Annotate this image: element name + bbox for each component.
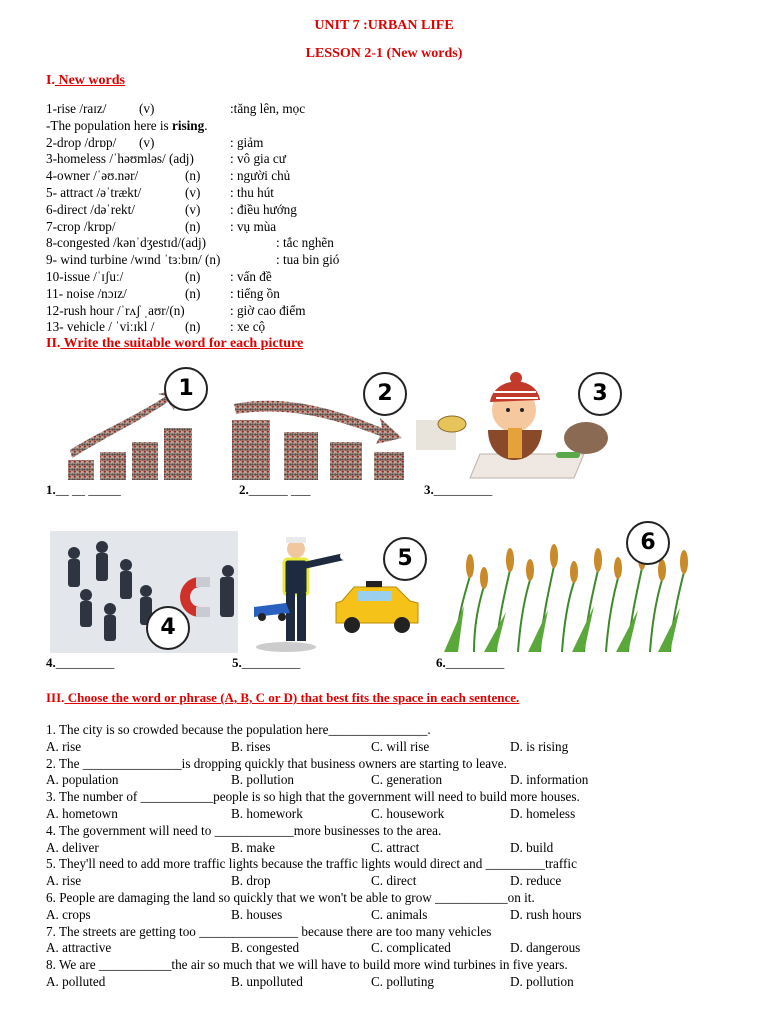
vocab-meaning: : vụ mùa: [230, 218, 277, 234]
vocab-word: 6-direct /dəˈrekt/: [46, 201, 135, 217]
option-d[interactable]: D. pollution: [510, 973, 574, 989]
blank-4-line: _________: [55, 655, 115, 670]
question: [46, 890, 580, 924]
blank-6-line: _________: [445, 655, 505, 670]
vocab-pos: (v): [185, 201, 201, 217]
blank-5-label: 5.: [232, 655, 242, 670]
option-b[interactable]: B. rises: [231, 738, 271, 754]
vocab-word: 3-homeless /ˈhəʊmləs/ (adj): [46, 151, 194, 167]
vocab-meaning: : vô gia cư: [230, 151, 286, 167]
vocab-word: 1-rise /raɪz/: [46, 101, 107, 116]
question-text: 5. They'll need to add more traffic lights because the traffic lights would direct and _________traffic: [46, 856, 577, 872]
options: [46, 840, 580, 857]
example-end: .: [204, 117, 208, 133]
option-a[interactable]: A. hometown: [46, 805, 118, 821]
vocab-meaning: : xe cộ: [230, 319, 266, 335]
options: [46, 974, 580, 991]
option-c[interactable]: C. animals: [371, 906, 428, 922]
section-3-roman: III.: [46, 690, 65, 705]
options: [46, 873, 580, 890]
option-d[interactable]: D. information: [510, 772, 589, 788]
blank-4-label: 4.: [46, 655, 56, 670]
vocab-meaning: : giảm: [230, 134, 264, 150]
option-b[interactable]: B. pollution: [231, 772, 295, 788]
option-b[interactable]: B. drop: [231, 873, 271, 889]
vocab-word: 9- wind turbine /wɪnd ˈtɜːbɪn/ (n): [46, 252, 221, 268]
vocab-pos: (n): [185, 218, 201, 234]
picture-number-4: 4: [146, 606, 190, 650]
vocab-pos: (n): [185, 319, 201, 335]
option-d[interactable]: D. reduce: [510, 873, 562, 889]
question-text: 7. The streets are getting too _______________ because there are too many vehicles: [46, 923, 492, 939]
option-a[interactable]: A. attractive: [46, 940, 112, 956]
vocab-meaning: : tiếng ồn: [230, 285, 280, 301]
vocab-word: 5- attract /əˈtrækt/: [46, 184, 142, 200]
section-2-heading: [46, 336, 303, 352]
section-3-heading: [46, 690, 519, 706]
example-text: -The population here is: [46, 117, 172, 133]
question-text: 3. The number of ___________people is so high that the government will need to build more houses.: [46, 789, 580, 805]
blank-6-label: 6.: [436, 655, 446, 670]
blank-3[interactable]: [424, 482, 492, 498]
section-1-roman: I.: [46, 73, 55, 88]
picture-attract: [50, 531, 238, 653]
section-3-title: Choose the word or phrase (A, B, C or D) that best fits the space in each sentence.: [64, 690, 520, 705]
question: [46, 924, 580, 958]
picture-number-3: 3: [578, 372, 622, 416]
question-text: 6. People are damaging the land so quickly that we won't be able to grow ___________on it.: [46, 889, 535, 905]
option-a[interactable]: A. rise: [46, 738, 82, 754]
option-b[interactable]: B. make: [231, 839, 275, 855]
option-c[interactable]: C. polluting: [371, 973, 435, 989]
blank-3-label: 3.: [424, 482, 434, 497]
blank-1-label: 1.: [46, 482, 56, 497]
vocab-meaning: : điều hướng: [230, 201, 297, 217]
option-a[interactable]: A. deliver: [46, 839, 99, 855]
vocab-meaning: : thu hút: [230, 184, 274, 200]
blank-2-label: 2.: [239, 482, 249, 497]
blank-2-line: ______ ___: [248, 482, 311, 497]
blank-6[interactable]: [436, 655, 504, 671]
vocab-word: 11- noise /nɔɪz/: [46, 285, 127, 301]
vocab-meaning: : tua bin gió: [276, 252, 340, 268]
vocab-word: 8-congested /kənˈdʒestɪd/(adj): [46, 235, 207, 251]
vocab-meaning: : tắc nghẽn: [276, 235, 334, 251]
option-d[interactable]: D. is rising: [510, 738, 569, 754]
section-1-title: New words: [54, 73, 125, 88]
option-b[interactable]: B. houses: [231, 906, 283, 922]
vocab-meaning: : vấn đề: [230, 268, 272, 284]
vocab-pos: (n): [185, 268, 201, 284]
option-c[interactable]: C. housework: [371, 805, 445, 821]
blank-5-line: _________: [241, 655, 301, 670]
blank-2[interactable]: [239, 482, 311, 498]
option-d[interactable]: D. dangerous: [510, 940, 581, 956]
option-b[interactable]: B. congested: [231, 940, 300, 956]
example-bold: rising: [171, 117, 205, 133]
unit-title: UNIT 7 :URBAN LIFE: [314, 18, 454, 33]
option-c[interactable]: C. attract: [371, 839, 420, 855]
options: [46, 940, 580, 957]
vocab-word: 10-issue /ˈɪʃuː/: [46, 268, 124, 284]
magnet-attract-illustration: [50, 531, 238, 653]
vocab-word: 7-crop /krɒp/: [46, 218, 116, 234]
options: [46, 806, 580, 823]
blank-4[interactable]: [46, 655, 114, 671]
vocab-pos: (n): [185, 285, 201, 301]
vocab-word: 12-rush hour /ˈrʌʃ ˌaʊr/(n): [46, 302, 185, 318]
vocab-pos: (n): [185, 168, 201, 184]
blank-1-line: __ __ _____: [55, 482, 121, 497]
question-text: 2. The _______________is dropping quickly that business owners are starting to leave.: [46, 755, 507, 771]
question-text: 4. The government will need to ____________more businesses to the area.: [46, 822, 442, 838]
vocab-pos: (v): [139, 101, 155, 116]
question: [46, 722, 580, 756]
option-c[interactable]: C. direct: [371, 873, 417, 889]
option-c[interactable]: C. generation: [371, 772, 443, 788]
options: [46, 739, 580, 756]
option-a[interactable]: A. polluted: [46, 973, 106, 989]
option-a[interactable]: A. rise: [46, 873, 82, 889]
question: [46, 789, 580, 823]
option-a[interactable]: A. population: [46, 772, 119, 788]
option-d[interactable]: D. homeless: [510, 805, 576, 821]
picture-number-6: 6: [626, 521, 670, 565]
question-text: 8. We are ___________the air so much that we will have to build more wind turbines in five years.: [46, 957, 568, 973]
vocab-pos: (v): [139, 134, 155, 150]
question: [46, 856, 580, 890]
section-2-title: Write the suitable word for each picture: [60, 336, 304, 351]
option-b[interactable]: B. homework: [231, 805, 303, 821]
picture-number-2: 2: [363, 372, 407, 416]
vocab-meaning: : giờ cao điểm: [230, 302, 306, 318]
picture-number-1: 1: [164, 367, 208, 411]
option-b[interactable]: B. unpolluted: [231, 973, 303, 989]
options: [46, 772, 589, 789]
quiz-list: [46, 722, 589, 991]
question: [46, 957, 580, 991]
lesson-title: LESSON 2-1 (New words): [305, 46, 463, 61]
picture-number-5: 5: [383, 537, 427, 581]
vocab-word: 4-owner /ˈəʊ.nər/: [46, 168, 139, 184]
vocab-word: 13- vehicle / ˈviːɪkl /: [46, 319, 155, 335]
question: [46, 823, 580, 857]
vocab-meaning: : người chủ: [230, 168, 291, 184]
vocab-pos: (v): [185, 184, 201, 200]
question-text: 1. The city is so crowded because the population here_______________.: [46, 722, 431, 737]
option-a[interactable]: A. crops: [46, 906, 91, 922]
section-1-heading: [46, 73, 125, 89]
question: [46, 755, 589, 790]
options: [46, 907, 580, 924]
blank-5[interactable]: [232, 655, 300, 671]
option-d[interactable]: D. build: [510, 839, 554, 855]
vocab-meaning: :tăng lên, mọc: [230, 101, 306, 116]
blank-1[interactable]: [46, 482, 121, 498]
vocab-word: 2-drop /drɒp/: [46, 134, 117, 150]
option-c[interactable]: C. complicated: [371, 940, 451, 956]
blank-3-line: _________: [433, 482, 493, 497]
option-c[interactable]: C. will rise: [371, 738, 430, 754]
option-d[interactable]: D. rush hours: [510, 906, 582, 922]
section-2-roman: II.: [46, 336, 61, 351]
